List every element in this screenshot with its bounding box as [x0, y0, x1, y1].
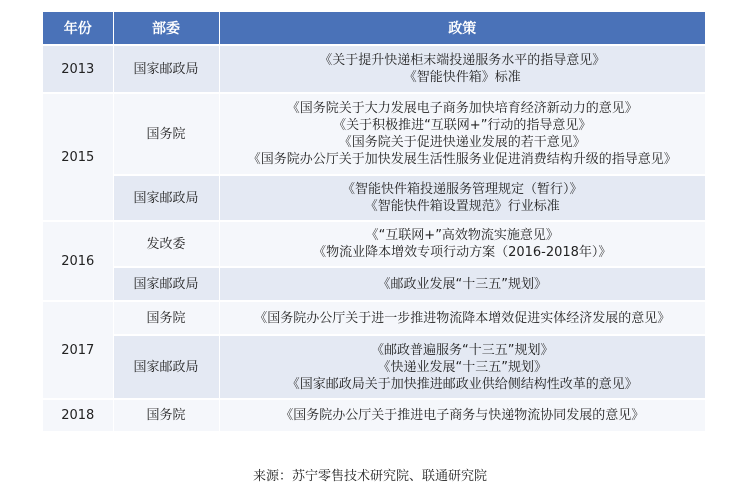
policy-cell	[219, 175, 705, 221]
table-row	[43, 93, 705, 175]
header-row	[43, 12, 705, 45]
header-dept: 部委	[113, 12, 219, 45]
policy-cell	[219, 399, 705, 431]
dept-cell: 国家邮政局	[113, 175, 219, 221]
policy-line: 《“互联网+”高效物流实施意见》	[365, 228, 559, 243]
policy-table	[43, 12, 705, 431]
year-cell: 2017	[43, 301, 113, 399]
dept-cell: 国家邮政局	[113, 267, 219, 301]
policy-line: 《国务院办公厅关于加快发展生活性服务业促进消费结构升级的指导意见》	[247, 152, 677, 167]
policy-cell	[219, 221, 705, 267]
policy-line: 《关于积极推进“互联网+”行动的指导意见》	[333, 118, 592, 133]
table-row	[43, 399, 705, 431]
year-cell: 2013	[43, 45, 113, 93]
source-note: 来源：苏宁零售技术研究院、联通研究院	[252, 469, 487, 484]
policy-line: 《物流业降本增效专项行动方案（2016-2018年）》	[313, 245, 612, 260]
policy-line: 《国务院关于促进快递业发展的若干意见》	[338, 135, 586, 150]
policy-cell	[219, 93, 705, 175]
table-row	[43, 45, 705, 93]
policy-line: 《关于提升快递柜末端投递服务水平的指导意见》	[319, 53, 606, 68]
table-row	[43, 175, 705, 221]
header-policy: 政策	[219, 12, 705, 45]
policy-cell	[219, 301, 705, 335]
policy-line: 《国务院关于大力发展电子商务加快培育经济新动力的意见》	[286, 101, 638, 116]
year-cell: 2015	[43, 93, 113, 221]
policy-line: 《邮政普遍服务“十三五”规划》	[371, 342, 554, 358]
table-row	[43, 267, 705, 301]
policy-line: 《国务院办公厅关于推进电子商务与快递物流协同发展的意见》	[280, 408, 645, 423]
dept-cell: 国务院	[113, 399, 219, 431]
policy-cell	[219, 267, 705, 301]
dept-cell: 国家邮政局	[113, 45, 219, 93]
dept-cell: 发改委	[113, 221, 219, 267]
policy-line: 《国家邮政局关于加快推进邮政业供给侧结构性改革的意见》	[286, 376, 638, 392]
year-cell: 2016	[43, 221, 113, 301]
policy-line: 《快递业发展“十三五”规划》	[377, 359, 547, 375]
policy-line: 《邮政业发展“十三五”规划》	[377, 276, 547, 292]
policy-line: 《智能快件箱设置规范》行业标准	[364, 199, 560, 214]
policy-cell	[219, 45, 705, 93]
dept-cell: 国家邮政局	[113, 335, 219, 399]
header-year: 年份	[43, 12, 113, 45]
dept-cell: 国务院	[113, 93, 219, 175]
policy-cell	[219, 335, 705, 399]
policy-line: 《智能快件箱投递服务管理规定（暂行）》	[341, 182, 583, 197]
dept-cell: 国务院	[113, 301, 219, 335]
table-row	[43, 335, 705, 399]
policy-line: 《智能快件箱》标准	[403, 70, 521, 85]
year-cell: 2018	[43, 399, 113, 431]
table-row	[43, 221, 705, 267]
table-row	[43, 301, 705, 335]
policy-line: 《国务院办公厅关于进一步推进物流降本增效促进实体经济发展的意见》	[254, 310, 671, 326]
